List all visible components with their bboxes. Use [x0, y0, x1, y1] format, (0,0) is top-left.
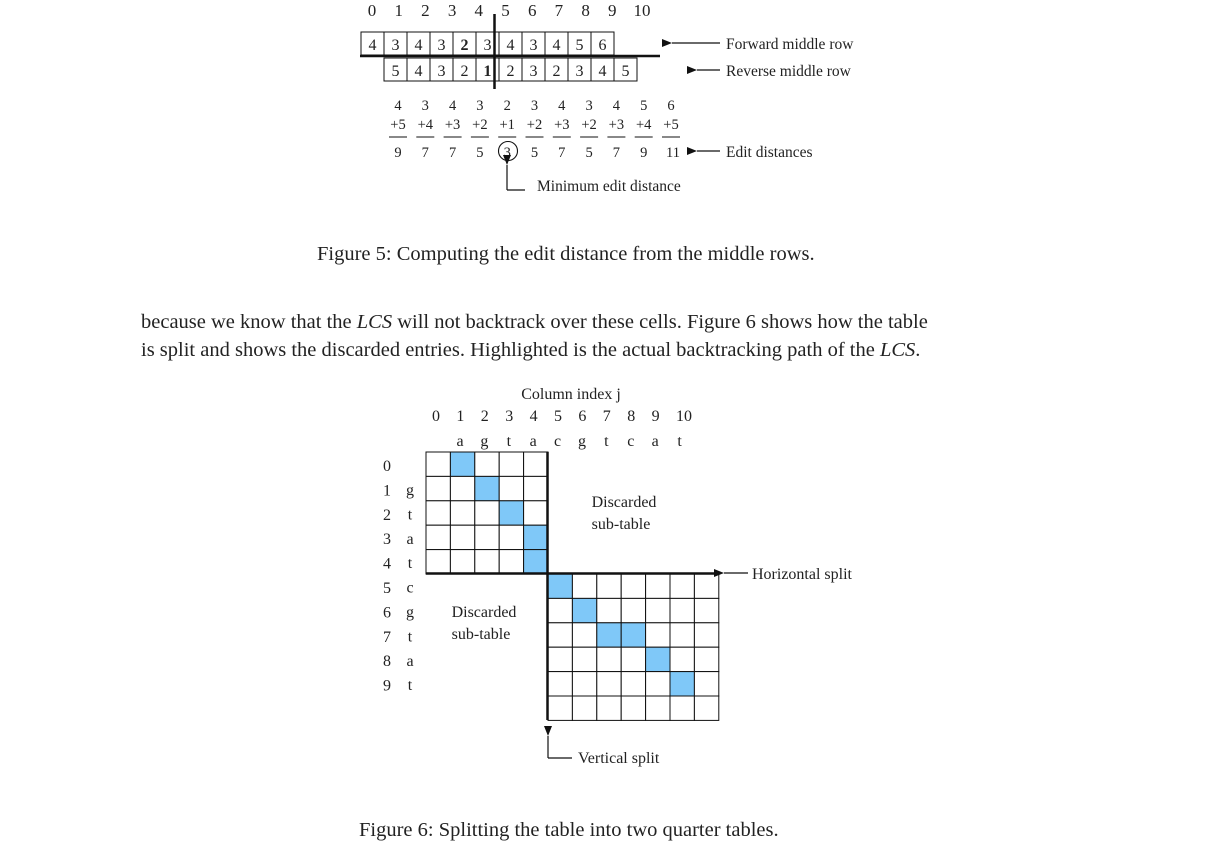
column-index: 4	[529, 408, 538, 425]
sum-result: 9	[640, 145, 648, 161]
row-letter: t	[407, 555, 413, 573]
row-index: 6	[383, 604, 391, 622]
sum-result: 7	[421, 145, 429, 161]
column-index: 10	[633, 1, 651, 20]
reverse-value: 5	[621, 63, 630, 80]
sum-result: 3	[503, 145, 511, 161]
table-cell	[475, 452, 499, 476]
sum-top: 6	[667, 98, 675, 114]
body-paragraph	[141, 309, 1101, 364]
table-cell	[670, 598, 694, 622]
sum-plus: +2	[581, 117, 597, 133]
table-cell	[499, 550, 523, 574]
horizontal-split-label: Horizontal split	[752, 566, 852, 583]
table-cell	[694, 574, 718, 598]
column-index: 3	[505, 408, 514, 425]
column-index: 4	[474, 1, 484, 20]
table-cell	[670, 647, 694, 671]
table-cell	[499, 525, 523, 549]
sum-top: 4	[558, 98, 566, 114]
reverse-value: 3	[529, 63, 538, 80]
reverse-value: 2	[552, 63, 561, 80]
table-cell	[646, 696, 670, 720]
paragraph-line-1	[141, 309, 1101, 337]
table-cell	[426, 501, 450, 525]
column-letter: t	[677, 433, 682, 450]
reverse-value: 4	[598, 63, 607, 80]
sum-result: 9	[394, 145, 402, 161]
forward-value: 5	[575, 37, 584, 54]
forward-value: 6	[598, 37, 607, 54]
column-index: 7	[554, 1, 564, 20]
sum-result: 5	[476, 145, 484, 161]
column-index: 1	[456, 408, 465, 425]
column-letter: a	[529, 433, 537, 450]
text-run: because we know that the	[141, 311, 357, 333]
row-index: 9	[383, 677, 391, 695]
column-indices	[432, 408, 692, 425]
row-letter: c	[406, 579, 414, 597]
row-index: 0	[383, 458, 391, 475]
sum-plus: +5	[663, 117, 679, 133]
column-letter: t	[506, 433, 512, 450]
table-cell	[450, 525, 474, 549]
table-cell	[426, 550, 450, 574]
table-cell	[621, 574, 645, 598]
row-letter: a	[406, 530, 414, 548]
row-letter: a	[406, 652, 414, 670]
reverse-middle-row	[384, 58, 637, 81]
sum-top: 4	[448, 98, 457, 114]
figure5-column-indices	[368, 1, 651, 20]
text-run: will not backtrack over these cells. Figure 6 shows how the table	[392, 311, 928, 333]
highlighted-cell	[524, 525, 548, 549]
forward-label: Forward middle row	[726, 36, 854, 53]
sum-plus: +4	[635, 117, 652, 133]
paragraph-line-2	[141, 337, 1101, 365]
sum-top: 3	[421, 98, 429, 114]
reverse-value: 2	[506, 63, 515, 80]
column-index: 9	[651, 408, 660, 425]
highlighted-cell	[597, 623, 621, 647]
column-index: 7	[602, 408, 611, 425]
highlighted-cell	[499, 501, 523, 525]
table-cell	[646, 598, 670, 622]
table-cell	[450, 501, 474, 525]
column-letter: t	[604, 433, 609, 450]
figure-5-caption: Figure 5: Computing the edit distance from the middle rows.	[317, 243, 815, 265]
table-cell	[548, 647, 572, 671]
sum-top: 3	[476, 98, 484, 114]
lcs-table-grid	[426, 452, 719, 720]
column-index: 5	[554, 408, 562, 425]
column-index: 10	[676, 408, 692, 425]
table-cell	[572, 574, 596, 598]
highlighted-cell	[548, 574, 572, 598]
figure-6	[0, 370, 1222, 800]
table-cell	[548, 598, 572, 622]
sum-top: 4	[612, 98, 621, 114]
column-index: 5	[501, 1, 510, 20]
table-cell	[670, 574, 694, 598]
table-cell	[475, 501, 499, 525]
table-cell	[694, 647, 718, 671]
sum-result: 5	[585, 145, 593, 161]
reverse-value: 5	[391, 63, 400, 80]
row-letter: t	[407, 628, 413, 646]
column-index: 2	[421, 1, 430, 20]
edit-label: Edit distances	[726, 144, 813, 161]
column-index: 6	[578, 408, 587, 425]
table-cell	[450, 550, 474, 574]
table-cell	[524, 476, 548, 500]
sum-plus: +5	[390, 117, 406, 133]
forward-value: 4	[414, 37, 423, 54]
table-cell	[694, 623, 718, 647]
column-index: 8	[581, 1, 590, 20]
sum-plus: +3	[554, 117, 570, 133]
table-cell	[572, 672, 596, 696]
table-cell	[548, 696, 572, 720]
table-cell	[548, 672, 572, 696]
reverse-value: 4	[414, 63, 423, 80]
text-run: .	[915, 338, 921, 361]
table-cell	[597, 672, 621, 696]
row-index: 2	[383, 506, 391, 524]
column-index-title: Column index j	[521, 386, 621, 403]
table-cell	[670, 696, 694, 720]
table-cell	[597, 598, 621, 622]
table-cell	[524, 501, 548, 525]
reverse-value: 2	[460, 63, 469, 80]
row-index: 7	[383, 628, 391, 646]
row-indices	[383, 458, 391, 695]
highlighted-cell	[621, 623, 645, 647]
row-letter: g	[406, 482, 414, 499]
row-letter: t	[407, 506, 413, 524]
row-letter: t	[407, 677, 413, 695]
table-cell	[621, 696, 645, 720]
row-index: 3	[383, 531, 391, 549]
forward-value: 3	[529, 37, 538, 54]
column-letter: c	[554, 433, 562, 450]
highlighted-cell	[524, 550, 548, 574]
forward-value: 3	[483, 37, 492, 54]
discarded-top-line2: sub-table	[591, 516, 651, 533]
row-index: 1	[383, 482, 391, 500]
table-cell	[499, 476, 523, 500]
reverse-value: 3	[575, 63, 584, 80]
sum-top: 5	[640, 98, 648, 114]
text-run: is split and shows the discarded entries. Highlighted is the actual backtracking path of the	[141, 338, 880, 361]
highlighted-cell	[475, 476, 499, 500]
table-cell	[694, 672, 718, 696]
edit-distance-sums	[389, 98, 680, 161]
reverse-label: Reverse middle row	[726, 63, 851, 80]
sum-plus: +4	[417, 117, 434, 133]
table-cell	[475, 550, 499, 574]
table-cell	[621, 598, 645, 622]
sum-plus: +3	[608, 117, 625, 133]
table-cell	[426, 525, 450, 549]
forward-value: 4	[368, 37, 377, 54]
sum-plus: +2	[472, 117, 488, 133]
reverse-value: 3	[437, 63, 446, 80]
sum-top: 4	[394, 98, 402, 114]
column-index: 0	[367, 1, 377, 20]
column-letter: a	[651, 433, 659, 450]
table-cell	[499, 452, 523, 476]
column-letter: c	[627, 433, 635, 450]
table-cell	[475, 525, 499, 549]
sum-result: 11	[666, 145, 680, 161]
table-cell	[426, 476, 450, 500]
row-index: 4	[383, 555, 391, 573]
forward-value: 4	[506, 37, 515, 54]
table-cell	[670, 623, 694, 647]
highlighted-cell	[670, 672, 694, 696]
forward-value: 3	[391, 37, 400, 54]
discarded-bottom-line1: Discarded	[451, 604, 517, 621]
lcs-term: LCS	[356, 311, 393, 333]
sum-plus: +2	[526, 117, 543, 133]
table-cell	[646, 574, 670, 598]
column-index: 8	[627, 408, 636, 425]
sum-result: 5	[530, 145, 539, 161]
forward-value: 3	[437, 37, 446, 54]
sum-plus: +3	[444, 117, 461, 133]
table-cell	[572, 647, 596, 671]
row-letter: g	[406, 604, 414, 621]
sum-top: 3	[585, 98, 593, 114]
discarded-top-line1: Discarded	[591, 494, 657, 511]
table-cell	[621, 647, 645, 671]
column-index: 9	[608, 1, 617, 20]
forward-value: 4	[552, 37, 561, 54]
sum-top: 2	[503, 98, 511, 114]
table-cell	[548, 623, 572, 647]
table-cell	[597, 574, 621, 598]
table-cell	[524, 452, 548, 476]
forward-middle-row	[361, 32, 614, 55]
column-letter: g	[480, 433, 489, 450]
table-cell	[646, 672, 670, 696]
forward-value: 2	[460, 37, 469, 54]
row-letters	[406, 482, 414, 694]
highlighted-cell	[450, 452, 474, 476]
column-letter: g	[578, 433, 586, 450]
minimum-label: Minimum edit distance	[537, 178, 681, 195]
highlighted-cell	[572, 598, 596, 622]
table-cell	[694, 696, 718, 720]
lcs-term: LCS	[879, 338, 916, 361]
highlighted-cell	[646, 647, 670, 671]
table-cell	[572, 623, 596, 647]
table-cell	[621, 672, 645, 696]
table-cell	[426, 452, 450, 476]
table-cell	[646, 623, 670, 647]
table-cell	[694, 598, 718, 622]
table-cell	[572, 696, 596, 720]
vertical-split-label: Vertical split	[578, 750, 660, 767]
reverse-value: 1	[483, 63, 492, 80]
table-cell	[597, 696, 621, 720]
sum-result: 7	[448, 145, 457, 161]
sum-result: 7	[612, 145, 621, 161]
column-letters	[456, 433, 682, 450]
table-cell	[450, 476, 474, 500]
figure-6-caption: Figure 6: Splitting the table into two quarter tables.	[359, 819, 779, 841]
row-index: 8	[383, 653, 391, 671]
column-index: 2	[480, 408, 489, 425]
sum-plus: +1	[499, 117, 515, 133]
column-index: 0	[432, 408, 440, 425]
sum-top: 3	[530, 98, 539, 114]
column-index: 6	[527, 1, 537, 20]
row-index: 5	[383, 580, 391, 597]
column-index: 1	[394, 1, 403, 20]
sum-result: 7	[558, 145, 566, 161]
column-index: 3	[447, 1, 457, 20]
column-letter: a	[456, 433, 464, 450]
discarded-bottom-line2: sub-table	[451, 626, 511, 643]
table-cell	[597, 647, 621, 671]
